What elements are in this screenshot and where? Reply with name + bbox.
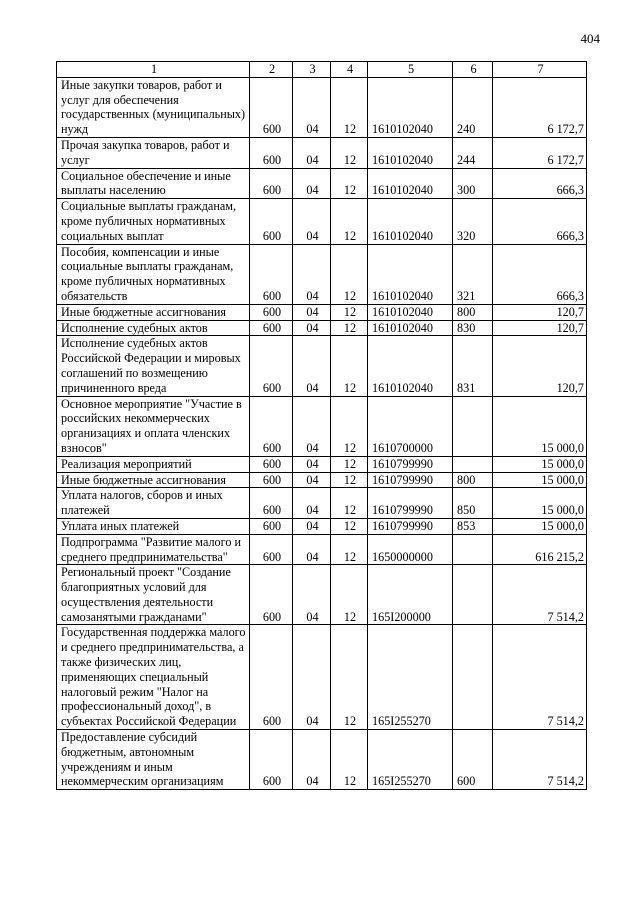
cell-amount: 120,7	[493, 320, 587, 336]
cell-subsection: 12	[331, 625, 368, 730]
cell-section: 04	[293, 565, 331, 625]
cell-ministry-code: 600	[250, 168, 293, 199]
cell-amount: 15 000,0	[493, 396, 587, 456]
cell-name: Уплата налогов, сборов и иных платежей	[57, 488, 250, 519]
table-row	[57, 488, 587, 519]
cell-subsection: 12	[331, 534, 368, 565]
cell-amount: 15 000,0	[493, 456, 587, 472]
table-row	[57, 304, 587, 320]
cell-subsection: 12	[331, 304, 368, 320]
table-row	[57, 625, 587, 730]
cell-section: 04	[293, 730, 331, 790]
cell-target-article: 1610102040	[368, 244, 453, 304]
cell-subsection: 12	[331, 730, 368, 790]
cell-ministry-code: 600	[250, 625, 293, 730]
cell-target-article: 1610102040	[368, 199, 453, 244]
cell-ministry-code: 600	[250, 137, 293, 168]
cell-section: 04	[293, 304, 331, 320]
cell-subsection: 12	[331, 565, 368, 625]
cell-expense-type: 850	[453, 488, 493, 519]
page-number: 404	[580, 31, 600, 46]
cell-amount: 7 514,2	[493, 565, 587, 625]
cell-section: 04	[293, 77, 331, 137]
cell-amount: 616 215,2	[493, 534, 587, 565]
cell-name: Государственная поддержка малого и среднего предпринимательства, а также физических лиц, применяющих специальный налоговый режим "Налог на профессиональный доход", в субъектах Российской Федерации	[57, 625, 250, 730]
cell-subsection: 12	[331, 518, 368, 534]
cell-target-article: 1610102040	[368, 77, 453, 137]
cell-target-article: 1650000000	[368, 534, 453, 565]
budget-table	[56, 61, 587, 790]
cell-name: Уплата иных платежей	[57, 518, 250, 534]
cell-amount: 7 514,2	[493, 730, 587, 790]
header-col-6: 6	[453, 62, 493, 78]
cell-ministry-code: 600	[250, 534, 293, 565]
cell-target-article: 165I200000	[368, 565, 453, 625]
cell-ministry-code: 600	[250, 199, 293, 244]
cell-expense-type	[453, 456, 493, 472]
table-row	[57, 730, 587, 790]
cell-subsection: 12	[331, 244, 368, 304]
cell-expense-type: 320	[453, 199, 493, 244]
cell-amount: 120,7	[493, 336, 587, 396]
cell-ministry-code: 600	[250, 304, 293, 320]
cell-section: 04	[293, 625, 331, 730]
cell-subsection: 12	[331, 137, 368, 168]
cell-target-article: 1610102040	[368, 320, 453, 336]
cell-target-article: 165I255270	[368, 625, 453, 730]
cell-name: Прочая закупка товаров, работ и услуг	[57, 137, 250, 168]
cell-amount: 666,3	[493, 168, 587, 199]
cell-subsection: 12	[331, 168, 368, 199]
cell-amount: 15 000,0	[493, 518, 587, 534]
cell-name: Социальное обеспечение и иные выплаты населению	[57, 168, 250, 199]
cell-expense-type: 240	[453, 77, 493, 137]
cell-target-article: 1610799990	[368, 488, 453, 519]
cell-amount: 6 172,7	[493, 137, 587, 168]
cell-section: 04	[293, 534, 331, 565]
cell-section: 04	[293, 456, 331, 472]
table-row	[57, 534, 587, 565]
header-col-7: 7	[493, 62, 587, 78]
cell-target-article: 1610799990	[368, 456, 453, 472]
table-row	[57, 199, 587, 244]
cell-amount: 7 514,2	[493, 625, 587, 730]
cell-name: Реализация мероприятий	[57, 456, 250, 472]
cell-expense-type: 300	[453, 168, 493, 199]
cell-name: Исполнение судебных актов	[57, 320, 250, 336]
cell-subsection: 12	[331, 488, 368, 519]
cell-subsection: 12	[331, 456, 368, 472]
cell-subsection: 12	[331, 472, 368, 488]
cell-name: Подпрограмма "Развитие малого и среднего предпринимательства"	[57, 534, 250, 565]
cell-ministry-code: 600	[250, 456, 293, 472]
cell-ministry-code: 600	[250, 518, 293, 534]
cell-subsection: 12	[331, 336, 368, 396]
cell-ministry-code: 600	[250, 336, 293, 396]
header-col-5: 5	[368, 62, 453, 78]
header-row	[57, 62, 587, 78]
cell-amount: 666,3	[493, 244, 587, 304]
cell-ministry-code: 600	[250, 320, 293, 336]
cell-expense-type: 244	[453, 137, 493, 168]
cell-expense-type	[453, 625, 493, 730]
cell-section: 04	[293, 488, 331, 519]
header-col-3: 3	[293, 62, 331, 78]
table-row	[57, 168, 587, 199]
cell-name: Иные закупки товаров, работ и услуг для обеспечения государственных (муниципальных) нужд	[57, 77, 250, 137]
cell-section: 04	[293, 336, 331, 396]
cell-section: 04	[293, 472, 331, 488]
table-row	[57, 456, 587, 472]
cell-expense-type: 800	[453, 472, 493, 488]
cell-target-article: 1610102040	[368, 336, 453, 396]
cell-section: 04	[293, 320, 331, 336]
cell-ministry-code: 600	[250, 565, 293, 625]
cell-target-article: 1610102040	[368, 168, 453, 199]
cell-subsection: 12	[331, 396, 368, 456]
cell-target-article: 1610700000	[368, 396, 453, 456]
cell-subsection: 12	[331, 320, 368, 336]
cell-subsection: 12	[331, 77, 368, 137]
cell-name: Пособия, компенсации и иные социальные выплаты гражданам, кроме публичных нормативных обязательств	[57, 244, 250, 304]
cell-section: 04	[293, 199, 331, 244]
cell-name: Предоставление субсидий бюджетным, автономным учреждениям и иным некоммерческим организациям	[57, 730, 250, 790]
cell-expense-type: 831	[453, 336, 493, 396]
header-col-1: 1	[57, 62, 250, 78]
cell-ministry-code: 600	[250, 77, 293, 137]
table-row	[57, 336, 587, 396]
table-body	[57, 77, 587, 789]
cell-expense-type: 830	[453, 320, 493, 336]
cell-expense-type	[453, 534, 493, 565]
cell-expense-type: 600	[453, 730, 493, 790]
cell-target-article: 1610799990	[368, 518, 453, 534]
table-row	[57, 77, 587, 137]
cell-expense-type	[453, 396, 493, 456]
cell-subsection: 12	[331, 199, 368, 244]
cell-section: 04	[293, 168, 331, 199]
cell-amount: 6 172,7	[493, 77, 587, 137]
cell-ministry-code: 600	[250, 488, 293, 519]
cell-name: Основное мероприятие "Участие в российских некоммерческих организациях и оплата членских взносов"	[57, 396, 250, 456]
cell-name: Исполнение судебных актов Российской Федерации и мировых соглашений по возмещению причиненного вреда	[57, 336, 250, 396]
cell-name: Иные бюджетные ассигнования	[57, 472, 250, 488]
table-row	[57, 396, 587, 456]
cell-name: Региональный проект "Создание благоприятных условий для осуществления деятельности самозанятыми гражданами"	[57, 565, 250, 625]
cell-ministry-code: 600	[250, 396, 293, 456]
cell-ministry-code: 600	[250, 730, 293, 790]
cell-amount: 15 000,0	[493, 488, 587, 519]
cell-expense-type: 800	[453, 304, 493, 320]
table-row	[57, 565, 587, 625]
cell-section: 04	[293, 396, 331, 456]
table-row	[57, 244, 587, 304]
header-col-2: 2	[250, 62, 293, 78]
cell-name: Социальные выплаты гражданам, кроме публичных нормативных социальных выплат	[57, 199, 250, 244]
cell-section: 04	[293, 518, 331, 534]
cell-target-article: 1610799990	[368, 472, 453, 488]
cell-expense-type	[453, 565, 493, 625]
cell-expense-type: 321	[453, 244, 493, 304]
cell-amount: 15 000,0	[493, 472, 587, 488]
cell-target-article: 165I255270	[368, 730, 453, 790]
table-row	[57, 472, 587, 488]
cell-ministry-code: 600	[250, 472, 293, 488]
header-col-4: 4	[331, 62, 368, 78]
cell-target-article: 1610102040	[368, 137, 453, 168]
table-row	[57, 320, 587, 336]
cell-name: Иные бюджетные ассигнования	[57, 304, 250, 320]
cell-section: 04	[293, 244, 331, 304]
cell-section: 04	[293, 137, 331, 168]
cell-expense-type: 853	[453, 518, 493, 534]
table-row	[57, 137, 587, 168]
cell-amount: 120,7	[493, 304, 587, 320]
cell-target-article: 1610102040	[368, 304, 453, 320]
table-row	[57, 518, 587, 534]
cell-amount: 666,3	[493, 199, 587, 244]
cell-ministry-code: 600	[250, 244, 293, 304]
